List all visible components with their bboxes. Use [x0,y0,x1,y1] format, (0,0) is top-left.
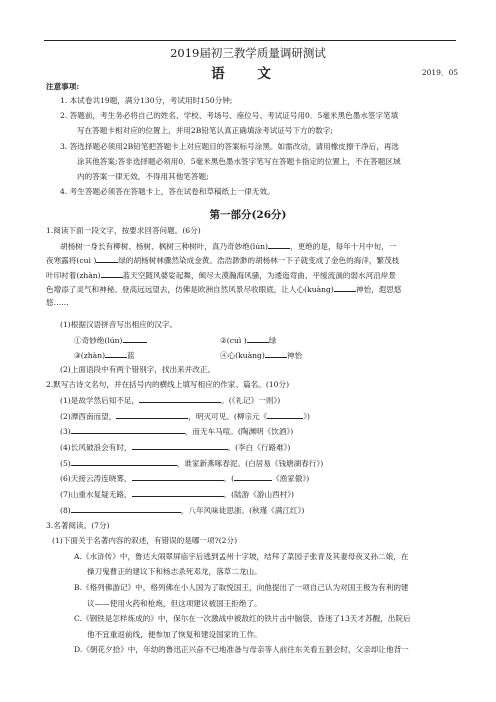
q2-source: 《渔家傲》) [272,474,310,483]
fill-label: ③(zhàn) [74,351,106,360]
answer-blank[interactable] [71,503,181,513]
q1-text: 夜寒露将(cuì ) [46,256,97,265]
header-rule [44,40,456,41]
q3-option-a-cont: 操刀鬼曹正的建议下和杨志杀死邓龙，落草二龙山。 [87,567,262,576]
q3-stem: 3.名著阅读。(7分) [46,521,110,530]
q2-prompt: (3) [60,427,71,436]
q3-option-c: C.《钢铁是怎样炼成的》中，保尔在一次激战中被敌红的铁片击中脑袋，昏迷了13天才苏醒，出院后 [74,614,411,623]
answer-blank[interactable] [234,471,272,481]
q2-source: 。(李白《行路难》) [227,443,291,452]
q1-fill-row-2b [220,348,302,362]
q2-prompt: (6)天接云涛连晓雾， [60,474,132,483]
answer-blank[interactable] [132,487,224,497]
q1-stem: 1.阅读下面一段文字，按要求回答问题。(6分) [46,226,201,235]
q1-passage-line-3 [46,268,396,282]
q2-source: 》) [303,412,310,421]
q1-text: 蓝天空随风婆娑起舞，倾尽大漠瀚海风骚，为逶迤弯曲、平缓流淌的弱水河沿岸景 [122,271,396,280]
notice-item-3-cont: 涂其他答案;答非选择题必须用0．5毫米黑色墨水签字笔写在答题卡指定的位置上，不在答题区域 [77,157,401,166]
q2-line-7 [60,487,294,501]
notice-item-4: 4. 考生答题必须答在答题卡上，答在试卷和草稿纸上一律无效。 [60,187,275,196]
q2-prompt: (4)长风破浪会有时， [60,443,132,452]
fill-label: ②(cuì ) [220,336,247,345]
fill-label: ①奇妙绝(lún) [74,336,123,345]
q1-fill-row-2 [74,348,135,362]
part-one-heading: 第一部分(26分) [209,209,287,221]
q1-passage-line-2 [46,253,399,267]
answer-blank[interactable] [132,440,228,450]
q3-sub1: (1)下面关于名著内容的叙述，有错误的是哪一项?(2分) [52,536,238,545]
q3-option-b-cont: 议——使用火药和枪炮，但这项建议被国王拒绝了。 [87,599,262,608]
answer-blank[interactable] [101,268,123,278]
answer-blank[interactable] [71,424,185,434]
q2-line-8 [60,503,304,517]
answer-blank[interactable] [71,456,177,466]
q2-source: 。(《礼记》一则》) [221,396,281,405]
q1-text: 叶印衬着(zhàn) [46,271,101,280]
q1-text: 胡杨树一身长有柳树、杨树、枫树三种树叶，真乃奇妙绝(lún) [60,242,268,251]
answer-blank[interactable] [334,282,356,292]
q3-option-c-cont: 他不宜重返前线，便参加了恢复和建设国家的工作。 [87,630,262,639]
q2-source: ，而无车马喧。(陶渊明《饮酒》) [184,427,294,436]
q2-prompt: (7)山重水复疑无路， [60,490,132,499]
notice-heading: 注意事项: [46,82,80,91]
q1-sub1: (1)根据汉语拼音写出相应的汉字。 [60,320,178,329]
q2-line-5 [60,456,323,470]
fill-label: 神怡 [286,351,303,360]
notice-item-2-cont: 写在答题卡相对应的位置上，并用2B铅笔认真正确填涂考试证号下方的数字; [77,126,333,135]
q1-text: 绿的胡杨树林骤然染成金黄。浩浩渺渺的胡杨林一下子就变成了金色的海洋，繁茂枝 [118,256,400,265]
q1-passage-line-1 [60,239,396,253]
q2-source: ，明灭可见。(柳宗元《 [188,412,268,421]
q2-line-1 [60,393,280,407]
answer-blank[interactable] [132,471,224,481]
q2-prompt: (8) [60,506,71,515]
q2-line-6 [60,471,309,485]
notice-item-1: 1. 本试卷共19题，满分130分，考试用时150分钟; [60,96,233,105]
answer-blank[interactable] [123,333,147,343]
q2-source: 。( [223,474,235,483]
q1-text: ，更绝的是，每年十月中旬，一 [289,242,397,251]
q1-text: 色增添了灵气和神秘。登高远远望去，仿佛是欧洲自然风景尽收眼底，让人心(kuàng) [46,285,334,294]
q1-sub2: (2)上面语段中有两个错别字，找出来并改正。 [60,365,216,374]
notice-item-2: 2. 答题前，考生务必将自己的姓名、学校、考场号、座位号、考试证号用0．5毫米黑色墨水签字笔填 [60,111,399,120]
fill-label: 绿 [268,336,277,345]
q2-line-4 [60,440,290,454]
answer-blank[interactable] [247,333,269,343]
q2-stem: 2.默写古诗文名句，并在括号内的横线上填写相应的作家、篇名。(10分) [46,380,290,389]
q2-line-2 [60,409,310,423]
q2-prompt: (1)是故学然后知不足， [60,396,140,405]
q2-source: ，八年风味徒思浙。(秋瑾《满江红》) [180,506,305,515]
fill-label: ④心(kuàng) [220,351,265,360]
q1-text: 神怡，遐思悠 [355,285,402,294]
exam-title: 2019届初三教学质量调研测试 [170,46,326,60]
subject-title: 语 文 [211,66,285,82]
answer-blank[interactable] [116,409,188,419]
answer-blank[interactable] [268,239,290,249]
q1-fill-row-1b [220,333,276,347]
notice-item-3-cont2: 内的答案一律无效，不得用其他笔答题; [77,172,209,181]
fill-label: 蓝 [127,351,135,360]
q3-option-a: A.《水浒传》中，鲁达大闹翠屏庙宇后逃到孟州十字坡，结拜了菜园子张青及其妻母夜叉孙二娘，在 [74,552,409,561]
answer-blank[interactable] [105,348,127,358]
q3-option-d: D.《朝花夕拾》中，年幼的鲁迅正兴奋不已地准备与母亲等人前往东关看五猖会时，父亲却让他背一 [74,645,409,654]
q1-fill-row-1 [74,333,147,347]
exam-date: 2019．05 [421,68,458,77]
answer-blank[interactable] [96,253,118,263]
q2-source: ，谁家新燕啄春泥。(白居易《钱塘湖春行》) [176,459,324,468]
q2-line-3 [60,424,293,438]
q2-prompt: (5) [60,459,71,468]
q1-passage-line-4 [46,282,401,296]
answer-blank[interactable] [265,348,287,358]
notice-item-3: 3. 答选择题必须用2B铅笔把答题卡上对应题目的答案标号涂黑。如需改动，请用橡皮擦干净后，再选 [60,142,400,151]
q3-option-b: B.《格列佛游记》中，格列佛在小人国为了取悦国王，向他提出了一项自己认为对国王极为有利的建 [74,583,409,592]
answer-blank[interactable] [267,409,303,419]
q2-source: 。(陆游《游山西村》) [223,490,294,499]
q1-passage-line-5: 悠…… [46,298,69,307]
answer-blank[interactable] [139,393,221,403]
q2-prompt: (2)潭西南而望， [60,412,117,421]
